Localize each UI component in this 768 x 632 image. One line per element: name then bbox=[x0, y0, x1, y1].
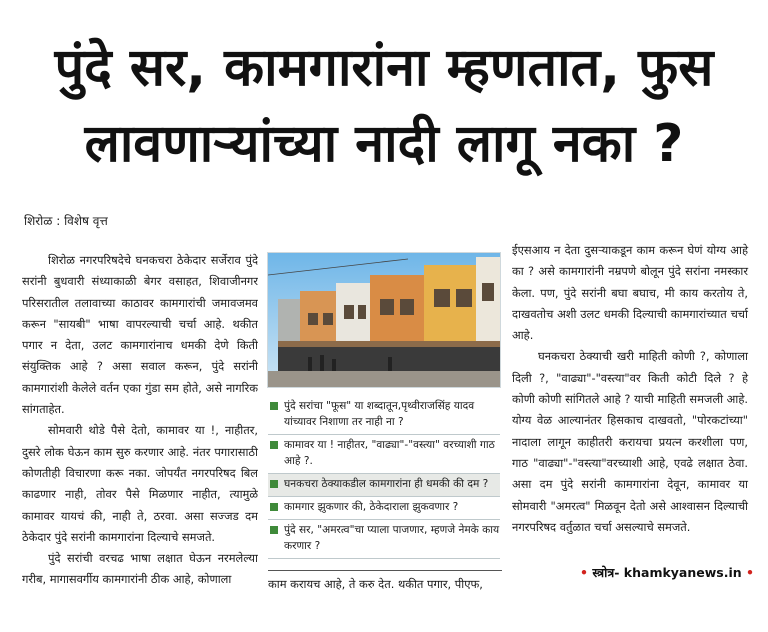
source-star-start: • bbox=[580, 565, 588, 580]
shop-awning bbox=[278, 341, 501, 347]
road bbox=[268, 371, 501, 388]
headline-line-2: लावणाऱ्यांच्या नादी लागू नका ? bbox=[84, 114, 684, 174]
square-bullet-icon bbox=[270, 402, 278, 410]
col3-paragraph-1: ईएसआय न देता दुसऱ्याकडून काम करून घेणं योग्य आहे का ? असे कामगारांनी नम्रपणे बोलून पुंदे सरांना नमस्कार केला. पण, पुंदे सरांनी बघा बघाच, मी काय करतोय ते, दाखवतोच अशी उलट धमकी दिल्याची कामगारांच्यात चर्चा आहे. bbox=[512, 243, 748, 343]
column-1 bbox=[22, 250, 258, 592]
article-headline bbox=[0, 30, 768, 182]
highlight-text: कामगार झुकणार की, ठेकेदाराला झुकवणार ? bbox=[284, 501, 459, 513]
highlight-text: पुंदे सरांचा "फूस" या शब्दातून,पृथ्वीराजसिंह यादव यांच्यावर निशाणा तर नाही ना ? bbox=[284, 400, 475, 428]
source-credit bbox=[580, 564, 754, 581]
highlight-item-2 bbox=[268, 435, 500, 474]
col1-paragraph-1: शिरोळ नगरपरिषदेचे घनकचरा ठेकेदार सर्जेराव पुंदे सरांनी बुधवारी संध्याकाळी बेगर वसाहत, शिवाजीनगर परिसरातील तलावाच्या काठावर कामगारांची जमावजमव करून "सायबी" भाषा वापरल्याची चर्चा आहे. थकीत पगार न देता, उलट कामगारांनाच धमकी देणे किती संयुक्तिक आहे ? असा सवाल करून, पुंदे सरांनी कामगारांशी केलेले वर्तन एका गुंडा सम होते, असे नागरिक सांगताहेत. bbox=[22, 253, 258, 417]
source-label: स्त्रोत्र- khamkyanews.in bbox=[592, 565, 742, 580]
highlight-text: कामावर या ! नाहीतर, "वाढ्या"-"वस्त्या" वरच्याशी गाठ आहे ?. bbox=[284, 439, 495, 467]
highlight-item-5 bbox=[268, 520, 500, 559]
square-bullet-icon bbox=[270, 526, 278, 534]
col1-paragraph-3: पुंदे सरांची वरचढ भाषा लक्षात घेऊन नरमलेल्या गरीब, मागासवर्गीय कामगारांनी ठीक आहे, कोणाला bbox=[22, 551, 258, 587]
highlight-item-3 bbox=[268, 474, 500, 497]
article-byline: शिरोळ : विशेष वृत्त bbox=[24, 214, 108, 228]
highlight-item-1 bbox=[268, 396, 500, 435]
headline-line-1: पुंदे सर, कामगारांना म्हणतात, फुस bbox=[54, 38, 714, 98]
col3-paragraph-2: घनकचरा ठेक्याची खरी माहिती कोणी ?, कोणाला दिली ?, "वाढ्या"-"वस्त्या"वर किती कोटी दिले ? हे कोणी कोणी सांगितले आहे ? याची माहिती समजली आहे. योग्य वेळ आल्यानंतर हिसकाच दाखवतो, "पोरकटांच्या" नादाला लागून काहीतरी करायचा प्रयत्न करशीला पण, गाठ "वाढ्या"-"वस्त्या"वरच्याशी आहे, एवढे लक्षात ठेवा. असा दम पुंदे सरांनी कामगारांना देवून, कामावर या सोमवारी "अमरत्व" मिळवून देतो असे आश्वासन दिल्याची नगरपरिषद वर्तुळात चर्चा असल्याचे समजते. bbox=[512, 349, 748, 534]
highlight-text: घनकचरा ठेक्याकडील कामगारांना ही धमकी की दम ? bbox=[284, 478, 489, 490]
col1-paragraph-2: सोमवारी थोडे पैसे देतो, कामावर या !, नाहीतर, दुसरे लोक घेऊन काम सुरु करणार आहे. नंतर पगारासाठी कोणतीही विचारणा करू नका. जोपर्यंत नगरपरिषद बिल काढणार नाही, तोवर पैसे मिळणार नाहीत, त्यामुळे कामावर यायचं की, नाही ते, ठरवा. असा सज्जड दम ठेकेदार पुंदे सरांनी कामगारांना दिल्याचे समजते. bbox=[22, 423, 258, 544]
square-bullet-icon bbox=[270, 480, 278, 488]
highlights-box bbox=[268, 396, 500, 559]
highlight-text: पुंदे सर, "अमरत्व"चा प्याला पाजणार, म्हणजे नेमके काय करणार ? bbox=[284, 524, 500, 552]
highlight-item-4 bbox=[268, 497, 500, 520]
source-star-end: • bbox=[746, 565, 755, 580]
square-bullet-icon bbox=[270, 441, 278, 449]
column-3 bbox=[512, 240, 748, 538]
column-2-text: काम करायच आहे, ते करु देत. थकीत पगार, पीएफ, bbox=[268, 570, 502, 593]
square-bullet-icon bbox=[270, 503, 278, 511]
article-photo bbox=[267, 252, 501, 388]
